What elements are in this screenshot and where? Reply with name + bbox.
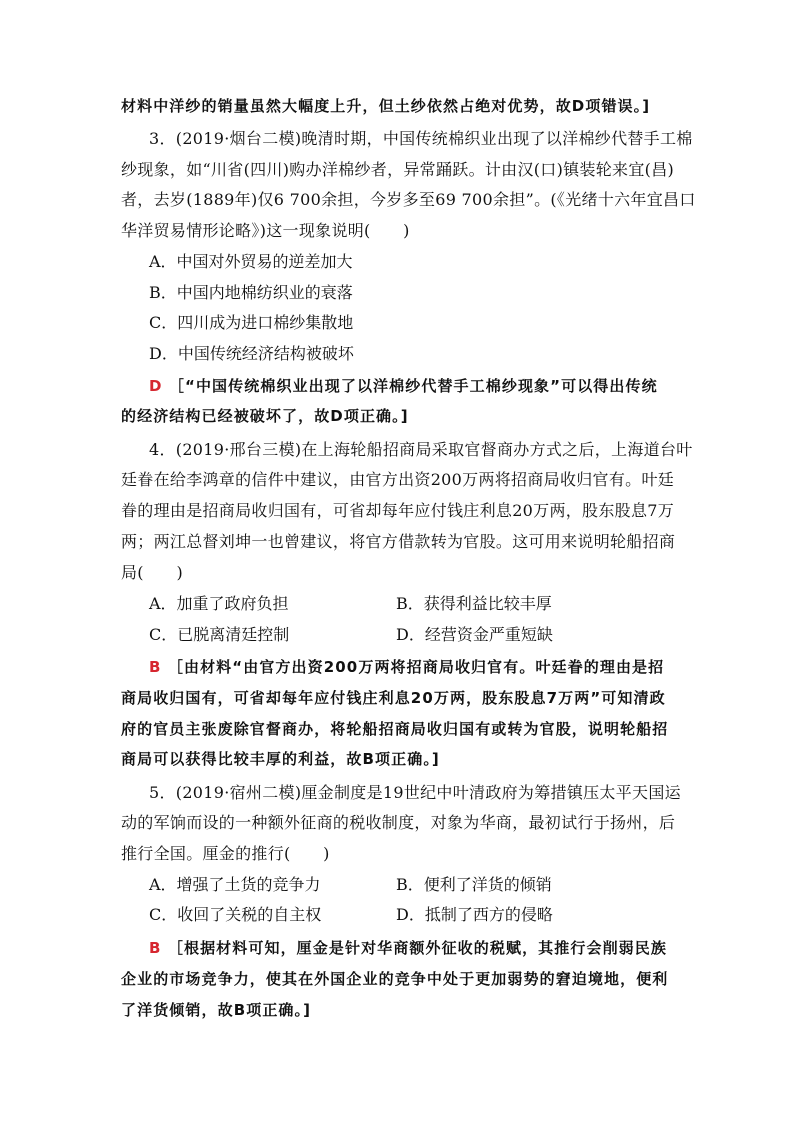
- question-3-explanation-line-2: 的经济结构已经被破坏了，故D项正确。]: [121, 407, 409, 425]
- question-5-line-2: 动的军饷而设的一种额外征商的税收制度，对象为华商，最初试行于扬州，后: [121, 813, 676, 832]
- question-5-explanation-line-1: [149, 938, 667, 958]
- question-3-line-4: 华洋贸易情形论略》)这一现象说明( ): [121, 221, 410, 240]
- question-3-line-1: 3．(2019·烟台二模)晚清时期，中国传统棉织业出现了以洋棉纱代替手工棉: [149, 129, 693, 148]
- question-4-explanation-text-1: ［由材料“由官方出资200万两将招商局收归官有。叶廷眷的理由是招: [167, 658, 665, 676]
- question-4-explanation-line-2: 商局收归国有，可省却每年应付钱庄利息20万两，股东股息7万两”可知清政: [121, 689, 666, 707]
- question-5-option-a: A．增强了土货的竞争力: [149, 875, 321, 894]
- question-3-option-c: C．四川成为进口棉纱集散地: [149, 313, 354, 332]
- question-5-explanation-line-2: 企业的市场竞争力，使其在外国企业的竞争中处于更加弱势的窘迫境地，便利: [121, 970, 669, 988]
- question-5-answer: B: [149, 939, 162, 957]
- question-4-line-2: 廷眷在给李鸿章的信件中建议，由官方出资200万两将招商局收归官有。叶廷: [121, 470, 675, 489]
- question-4-option-c: C．已脱离清廷控制: [149, 625, 290, 644]
- question-4-line-1: 4．(2019·邢台三模)在上海轮船招商局采取官督商办方式之后，上海道台叶: [149, 440, 693, 459]
- question-3-explanation-text-1: ［“中国传统棉织业出现了以洋棉纱代替手工棉纱现象”可以得出传统: [168, 377, 658, 395]
- question-3-line-2: 纱现象，如“川省(四川)购办洋棉纱者，异常踊跃。计由汉(口)镇装轮来宜(昌): [121, 160, 675, 179]
- question-4-line-3: 眷的理由是招商局收归国有，可省却每年应付钱庄利息20万两，股东股息7万: [121, 501, 675, 520]
- question-5-explanation-text-1: ［根据材料可知，厘金是针对华商额外征收的税赋，其推行会削弱民族: [167, 939, 667, 957]
- question-4-line-4: 两；两江总督刘坤一也曾建议，将官方借款转为官股。这可用来说明轮船招商: [121, 532, 676, 551]
- question-5-option-b: B．便利了洋货的倾销: [396, 875, 552, 894]
- question-3-option-d: D．中国传统经济结构被破坏: [149, 344, 354, 363]
- question-3-option-a: A．中国对外贸易的逆差加大: [149, 252, 353, 271]
- question-4-line-5: 局( ): [121, 563, 183, 582]
- previous-explanation-tail: 材料中洋纱的销量虽然大幅度上升，但土纱依然占绝对优势，故D项错误。]: [121, 97, 651, 115]
- question-4-option-b: B．获得利益比较丰厚: [396, 594, 552, 613]
- question-4-explanation-line-1: [149, 657, 664, 677]
- question-5-explanation-line-3: 了洋货倾销，故B项正确。]: [121, 1001, 312, 1019]
- question-4-explanation-line-4: 商局可以获得比较丰厚的利益，故B项正确。]: [121, 750, 440, 768]
- question-3-answer: D: [149, 377, 163, 395]
- question-4-explanation-line-3: 府的官员主张废除官督商办，将轮船招商局收归国有或转为官股，说明轮船招: [121, 720, 669, 738]
- question-5-option-d: D．抵制了西方的侵略: [396, 905, 553, 924]
- question-4-answer: B: [149, 658, 162, 676]
- question-5-line-1: 5．(2019·宿州二模)厘金制度是19世纪中叶清政府为筹措镇压太平天国运: [149, 783, 681, 802]
- question-4-option-d: D．经营资金严重短缺: [396, 625, 553, 644]
- question-3-line-3: 者，去岁(1889年)仅6 700余担，今岁多至69 700余担”。(《光绪十六年宜昌口: [121, 190, 696, 209]
- question-3-option-b: B．中国内地棉纺织业的衰落: [149, 283, 353, 302]
- question-5-option-c: C．收回了关税的自主权: [149, 905, 322, 924]
- question-3-explanation-line-1: [149, 376, 658, 396]
- question-5-line-3: 推行全国。厘金的推行( ): [121, 844, 330, 863]
- question-4-option-a: A．加重了政府负担: [149, 594, 289, 613]
